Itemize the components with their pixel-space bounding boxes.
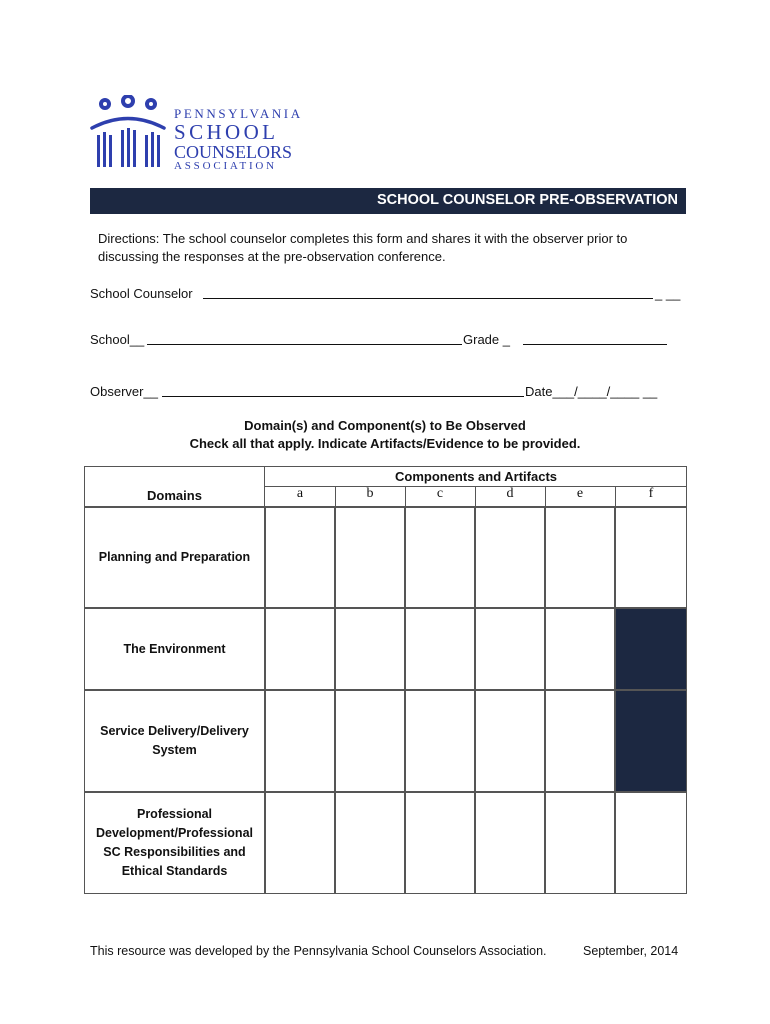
directions-line-1: Directions: The school counselor completes this form and shares it with the observer prior to — [98, 231, 628, 246]
checkbox-cell-service-c[interactable] — [405, 690, 475, 792]
shaded-cell-environment-f — [615, 608, 687, 690]
domains-components-table — [84, 466, 687, 894]
shaded-cell-service-f — [615, 690, 687, 792]
logo-line-school: SCHOOL — [174, 120, 279, 144]
domain-environment: The Environment — [84, 608, 265, 690]
checkbox-cell-planning-a[interactable] — [265, 507, 335, 608]
domain-professional-development: Professional Development/Professional SC Responsibilities and Ethical Standards — [84, 792, 265, 894]
checkbox-cell-environment-c[interactable] — [405, 608, 475, 690]
date-field[interactable]: Date___/____/____ __ — [525, 384, 658, 399]
checkbox-cell-environment-d[interactable] — [475, 608, 545, 690]
grade-label: Grade _ — [463, 332, 510, 347]
checkbox-cell-professional-d[interactable] — [475, 792, 545, 894]
column-a-label: a — [296, 486, 304, 501]
domain-planning-preparation: Planning and Preparation — [84, 507, 265, 608]
logo-line-pennsylvania: PENNSYLVANIA — [174, 106, 303, 121]
school-field[interactable] — [147, 344, 462, 345]
checkbox-cell-professional-b[interactable] — [335, 792, 405, 894]
domains-header: Domains — [147, 488, 202, 503]
checkbox-cell-service-d[interactable] — [475, 690, 545, 792]
grade-field[interactable] — [523, 344, 667, 345]
checkbox-cell-planning-d[interactable] — [475, 507, 545, 608]
logo-line-association: ASSOCIATION — [174, 160, 277, 172]
checkbox-cell-service-a[interactable] — [265, 690, 335, 792]
checkbox-cell-planning-e[interactable] — [545, 507, 615, 608]
checkbox-cell-planning-b[interactable] — [335, 507, 405, 608]
title-bar — [90, 188, 686, 214]
observer-label: Observer__ — [90, 384, 158, 399]
checkbox-cell-service-e[interactable] — [545, 690, 615, 792]
header-divider — [405, 486, 406, 507]
components-header: Components and Artifacts — [394, 469, 558, 484]
section-heading: Domain(s) and Component(s) to Be Observed — [244, 418, 526, 433]
school-counselor-label: School Counselor — [90, 286, 193, 301]
checkbox-cell-environment-b[interactable] — [335, 608, 405, 690]
column-b-label: b — [366, 486, 374, 501]
checkbox-cell-service-b[interactable] — [335, 690, 405, 792]
column-f-label: f — [648, 486, 654, 501]
header-divider — [335, 486, 336, 507]
column-d-label: d — [506, 486, 514, 501]
checkbox-cell-planning-f[interactable] — [615, 507, 687, 608]
checkbox-cell-environment-a[interactable] — [265, 608, 335, 690]
checkbox-cell-professional-c[interactable] — [405, 792, 475, 894]
school-label: School__ — [90, 332, 145, 347]
school-counselor-field[interactable] — [203, 298, 653, 299]
checkbox-cell-planning-c[interactable] — [405, 507, 475, 608]
footer-date: September, 2014 — [583, 944, 679, 958]
column-e-label: e — [576, 486, 584, 501]
observer-field[interactable] — [162, 396, 524, 397]
checkbox-cell-professional-a[interactable] — [265, 792, 335, 894]
school-counselor-field-tail: _ __ — [655, 286, 681, 301]
checkbox-cell-environment-e[interactable] — [545, 608, 615, 690]
domain-service-delivery: Service Delivery/Delivery System — [84, 690, 265, 792]
checkbox-cell-professional-e[interactable] — [545, 792, 615, 894]
header-divider — [615, 486, 616, 507]
section-instructions: Check all that apply. Indicate Artifacts/Evidence to be provided. — [189, 436, 581, 451]
directions-line-2: discussing the responses at the pre-observation conference. — [98, 249, 446, 264]
logo-line-counselors: COUNSELORS — [174, 142, 293, 162]
footer-credit: This resource was developed by the Pennsylvania School Counselors Association. — [90, 944, 547, 958]
column-c-label: c — [436, 486, 444, 501]
header-divider — [475, 486, 476, 507]
header-divider — [545, 486, 546, 507]
page-title: SCHOOL COUNSELOR PRE-OBSERVATION — [376, 192, 678, 208]
checkbox-cell-professional-f[interactable] — [615, 792, 687, 894]
psca-logo — [88, 95, 303, 175]
psca-figures-icon — [88, 95, 170, 175]
